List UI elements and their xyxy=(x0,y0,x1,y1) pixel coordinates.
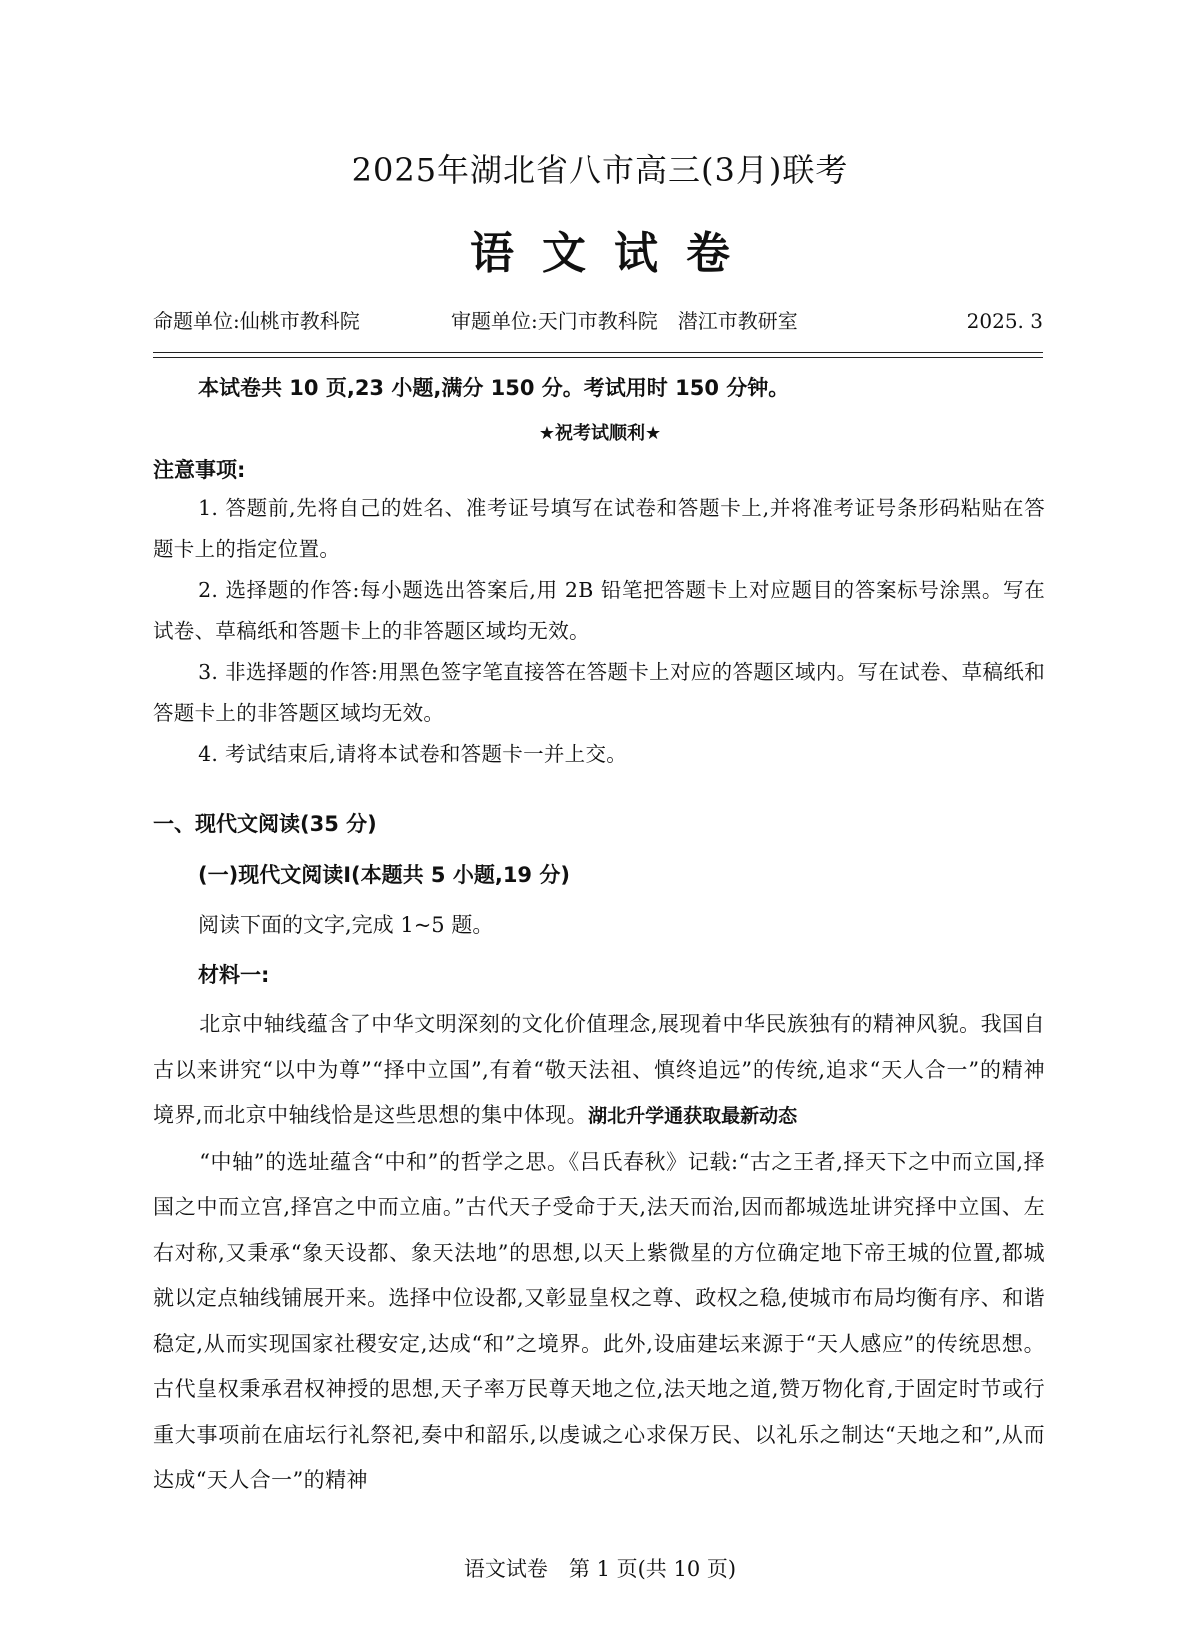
passage-paragraph: “中轴”的选址蕴含“中和”的哲学之思。《吕氏春秋》记载:“古之王者,择天下之中而立国,择国之中而立宫,择宫之中而立庙。”古代天子受命于天,法天而治,因而都城选址讲究择中立国、左右对称,又秉承“象天设都、象天法地”的思想,以天上紫微星的方位确定地下帝王城的位置,都城就以定点轴线铺展开来。选择中位设都,又彰显皇权之尊、政权之稳,使城市布局均衡有序、和谐稳定,从而实现国家社稷安定,达成“和”之境界。此外,设庙建坛来源于“天人感应”的传统思想。古代皇权秉承君权神授的思想,天子率万民尊天地之位,法天地之道,赞万物化育,于固定时节或行重大事项前在庙坛行礼祭祀,奏中和韶乐,以虔诚之心求保万民、以礼乐之制达“天地之和”,从而达成“天人合一”的精神 xyxy=(153,1149,1046,1492)
notice-item: 4. 考试结束后,请将本试卷和答题卡一并上交。 xyxy=(198,742,628,766)
reviewer-unit: 审题单位:天门市教科院 潜江市教研室 xyxy=(451,309,798,333)
subject-title xyxy=(0,224,1200,284)
header-divider-top xyxy=(153,352,1043,353)
page-footer: 语文试卷 第 1 页(共 10 页) xyxy=(463,1557,737,1581)
watermark-text: 湖北升学通获取最新动态 xyxy=(588,1105,798,1127)
section-heading: 一、现代文阅读(35 分) xyxy=(153,812,377,836)
subject-title-char: 卷 xyxy=(686,228,730,279)
paragraph-text: 北京中轴线蕴含了中华文明深刻的文化价值理念,展现着中华民族独有的精神风貌。我国自古以来讲究“以中为尊”“择中立国”,有着“敬天法祖、慎终追远”的传统,追求“天人合一”的精神境界,而北京中轴线恰是这些思想的集中体现。 xyxy=(153,1012,1045,1127)
material-label: 材料一: xyxy=(198,963,270,987)
subject-title-char: 试 xyxy=(614,228,658,279)
notice-item: 3. 非选择题的作答:用黑色签字笔直接答在答题卡上对应的答题区域内。写在试卷、草稿纸和答题卡上的非答题区域均无效。 xyxy=(153,660,1045,725)
exam-title: 2025年湖北省八市高三(3月)联考 xyxy=(351,151,849,189)
notice-item: 1. 答题前,先将自己的姓名、准考证号填写在试卷和答题卡上,并将准考证号条形码粘贴在答题卡上的指定位置。 xyxy=(153,496,1045,561)
subject-title-char: 文 xyxy=(542,228,586,279)
reading-passage xyxy=(153,1002,1045,1504)
notice-heading: 注意事项: xyxy=(153,458,246,482)
exam-date: 2025. 3 xyxy=(966,309,1043,333)
notice-item: 2. 选择题的作答:每小题选出答案后,用 2B 铅笔把答题卡上对应题目的答案标号涂黑。写在试卷、草稿纸和答题卡上的非答题区域均无效。 xyxy=(153,578,1045,643)
passage-paragraph xyxy=(153,1002,1045,1140)
exam-info: 本试卷共 10 页,23 小题,满分 150 分。考试用时 150 分钟。 xyxy=(198,376,790,400)
blessing-text: ★祝考试顺利★ xyxy=(538,423,662,444)
reading-instruction: 阅读下面的文字,完成 1~5 题。 xyxy=(198,913,494,937)
subject-title-char: 语 xyxy=(470,228,514,279)
exam-meta-row xyxy=(153,305,1043,337)
notice-list xyxy=(153,488,1045,775)
header-divider-bottom xyxy=(153,357,1043,358)
subsection-heading: (一)现代文阅读Ⅰ(本题共 5 小题,19 分) xyxy=(198,863,570,887)
setter-unit: 命题单位:仙桃市教科院 xyxy=(153,309,360,333)
